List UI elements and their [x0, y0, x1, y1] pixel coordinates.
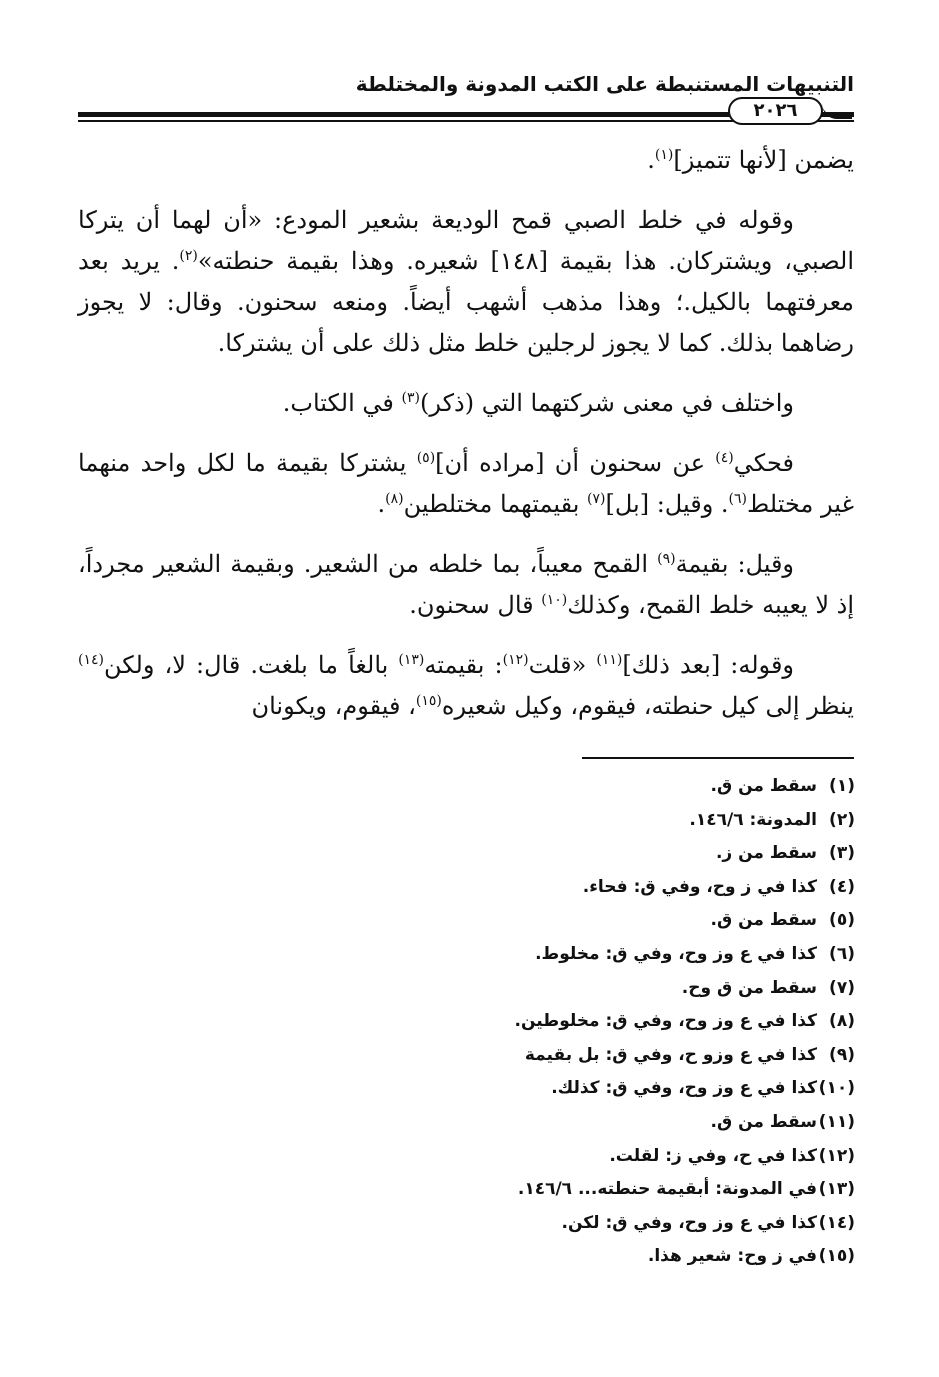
footnote-text: سقط من ق. — [710, 910, 817, 931]
footnote-reference[interactable]: (٥) — [416, 450, 436, 466]
footnote-item — [300, 938, 855, 972]
footnote-text: كذا في ز وح، وفي ق: فحاء. — [582, 876, 817, 897]
footnote-text: كذا في ع وزو ح، وفي ق: بل بقيمة — [524, 1044, 817, 1065]
body-paragraph — [78, 140, 854, 181]
text-run: ينظر إلى كيل حنطته، فيقوم، وكيل شعيره — [441, 692, 854, 720]
text-run: قال سحنون. — [409, 591, 542, 619]
text-run: . يريد بعد معرفتهما بالكيل.؛ وهذا مذهب أشهب أيضاً. ومنعه سحنون. وقال: لا يجوز رضاهما بذلك. كما لا يجوز لرجلين خلط مثل ذلك على أن يشتركا. — [78, 247, 854, 357]
text-run: يضمن [لأنها تتميز] — [673, 146, 854, 174]
footnote-reference[interactable]: (٧) — [587, 491, 606, 507]
footnote-number: (١٤) — [818, 1212, 855, 1233]
running-title: التنبيهات المستنبطة على الكتب المدونة والمختلطة — [355, 72, 854, 96]
footnote-reference[interactable]: (٤) — [715, 450, 734, 466]
footnote-number: (١٥) — [818, 1246, 855, 1267]
footnote-number: (٢) — [829, 809, 855, 830]
footnote-number: (٧) — [829, 977, 855, 998]
footnote-item — [300, 1072, 855, 1106]
footnote-item — [300, 837, 855, 871]
footnote-item — [300, 1039, 855, 1073]
footnote-number: (٦) — [829, 943, 855, 964]
body-paragraph — [78, 200, 854, 364]
footnote-item — [300, 1173, 855, 1207]
text-run: بقيمتهما مختلطين — [403, 490, 588, 518]
text-run: وقوله: [بعد ذلك] — [622, 651, 795, 679]
text-run: عن سحنون أن [مراده أن] — [435, 449, 716, 477]
text-run: . — [377, 490, 386, 518]
footnote-reference[interactable]: (١٠) — [541, 592, 568, 608]
footnote-separator — [582, 757, 854, 759]
footnote-reference[interactable]: (١٥) — [415, 693, 442, 709]
text-run: وقيل: بقيمة — [675, 550, 795, 578]
footnote-text: سقط من ق وح. — [681, 977, 817, 998]
footnote-number: (٤) — [829, 876, 855, 897]
footnote-item — [300, 972, 855, 1006]
footnote-text: سقط من ز. — [715, 843, 817, 864]
text-run: بالغاً ما بلغت. قال: لا، ولكن — [103, 651, 399, 679]
page-header — [78, 62, 854, 134]
footnote-number: (١) — [829, 776, 855, 796]
footnote-reference[interactable]: (٦) — [728, 491, 748, 507]
footnote-number: (٣) — [829, 843, 855, 864]
footnote-reference[interactable]: (١٤) — [78, 652, 104, 668]
footnote-reference[interactable]: (٩) — [657, 551, 676, 567]
footnote-item — [300, 1106, 855, 1140]
footnote-number: (٨) — [829, 1011, 855, 1032]
footnote-item — [300, 1240, 855, 1274]
text-run: . وقيل: [بل] — [605, 490, 729, 518]
footnote-reference[interactable]: (٨) — [385, 491, 404, 507]
text-run: فحكي — [733, 449, 794, 477]
text-run: يشتركا بقيمة ما لكل واحد منهما غير مختلط — [78, 449, 854, 518]
footnote-reference[interactable]: (٢) — [179, 248, 198, 264]
footnote-number: (٥) — [829, 910, 855, 931]
footnote-reference[interactable]: (٣) — [401, 390, 420, 406]
footnote-number: (١٢) — [818, 1145, 855, 1166]
footnote-item — [300, 1207, 855, 1241]
footnote-item — [300, 904, 855, 938]
body-paragraph — [78, 645, 854, 727]
body-paragraph — [78, 544, 854, 626]
text-run: القمح معيباً، بما خلطه من الشعير. وبقيمة الشعير مجرداً، إذ لا يعيبه خلط القمح، وكذلك — [78, 550, 854, 619]
footnote-text: في المدونة: أبقيمة حنطته... ١٤٦/٦. — [517, 1179, 817, 1200]
footnote-text: كذا في ح، وفي ز: لقلت. — [609, 1145, 817, 1166]
footnote-number: (١١) — [818, 1111, 855, 1132]
footnote-item — [300, 1005, 855, 1039]
footnote-text: كذا في ع وز وح، وفي ق: مخلوط. — [535, 943, 817, 964]
footnotes-list — [300, 770, 855, 1274]
footnote-reference[interactable]: (١١) — [596, 652, 623, 668]
text-run: . — [647, 146, 655, 174]
text-run: في الكتاب. — [282, 389, 402, 417]
footnote-text: كذا في ع وز وح، وفي ق: مخلوطين. — [514, 1011, 817, 1032]
text-run: وقوله في خلط الصبي قمح الوديعة بشعير المودع: «أن لهما أن يتركا الصبي، ويشتركان. هذا بقيمة [١٤٨] شعيره. وهذا بقيمة حنطته» — [78, 206, 854, 275]
footnote-number: (١٣) — [818, 1179, 855, 1200]
text-run: واختلف في معنى شركتهما التي (ذكر) — [419, 389, 794, 417]
page-number: ٢٠٢٦ — [728, 97, 823, 125]
body-paragraph — [78, 383, 854, 424]
footnote-text: المدونة: ١٤٦/٦. — [689, 809, 817, 830]
footnote-number: (٩) — [829, 1044, 855, 1065]
main-text — [78, 140, 854, 746]
footnote-item — [300, 1140, 855, 1174]
footnote-text: كذا في ع وز وح، وفي ق: كذلك. — [551, 1078, 817, 1099]
footnote-reference[interactable]: (١٢) — [502, 652, 529, 668]
text-run: «قلت — [528, 651, 597, 679]
footnote-number: (١٠) — [818, 1078, 855, 1099]
footnote-text: سقط من ق. — [710, 1111, 817, 1132]
footnote-item — [300, 770, 855, 804]
body-paragraph — [78, 443, 854, 525]
text-run: ، فيقوم، ويكونان — [251, 692, 416, 720]
footnote-reference[interactable]: (١) — [654, 147, 674, 163]
footnote-text: كذا في ع وز وح، وفي ق: لكن. — [561, 1212, 817, 1233]
footnote-item — [300, 804, 855, 838]
footnote-text: سقط من ق. — [710, 776, 817, 796]
footnote-reference[interactable]: (١٣) — [398, 652, 425, 668]
footnote-text: في ز وح: شعير هذا. — [647, 1246, 817, 1267]
footnote-item — [300, 871, 855, 905]
text-run: : بقيمته — [424, 651, 503, 679]
